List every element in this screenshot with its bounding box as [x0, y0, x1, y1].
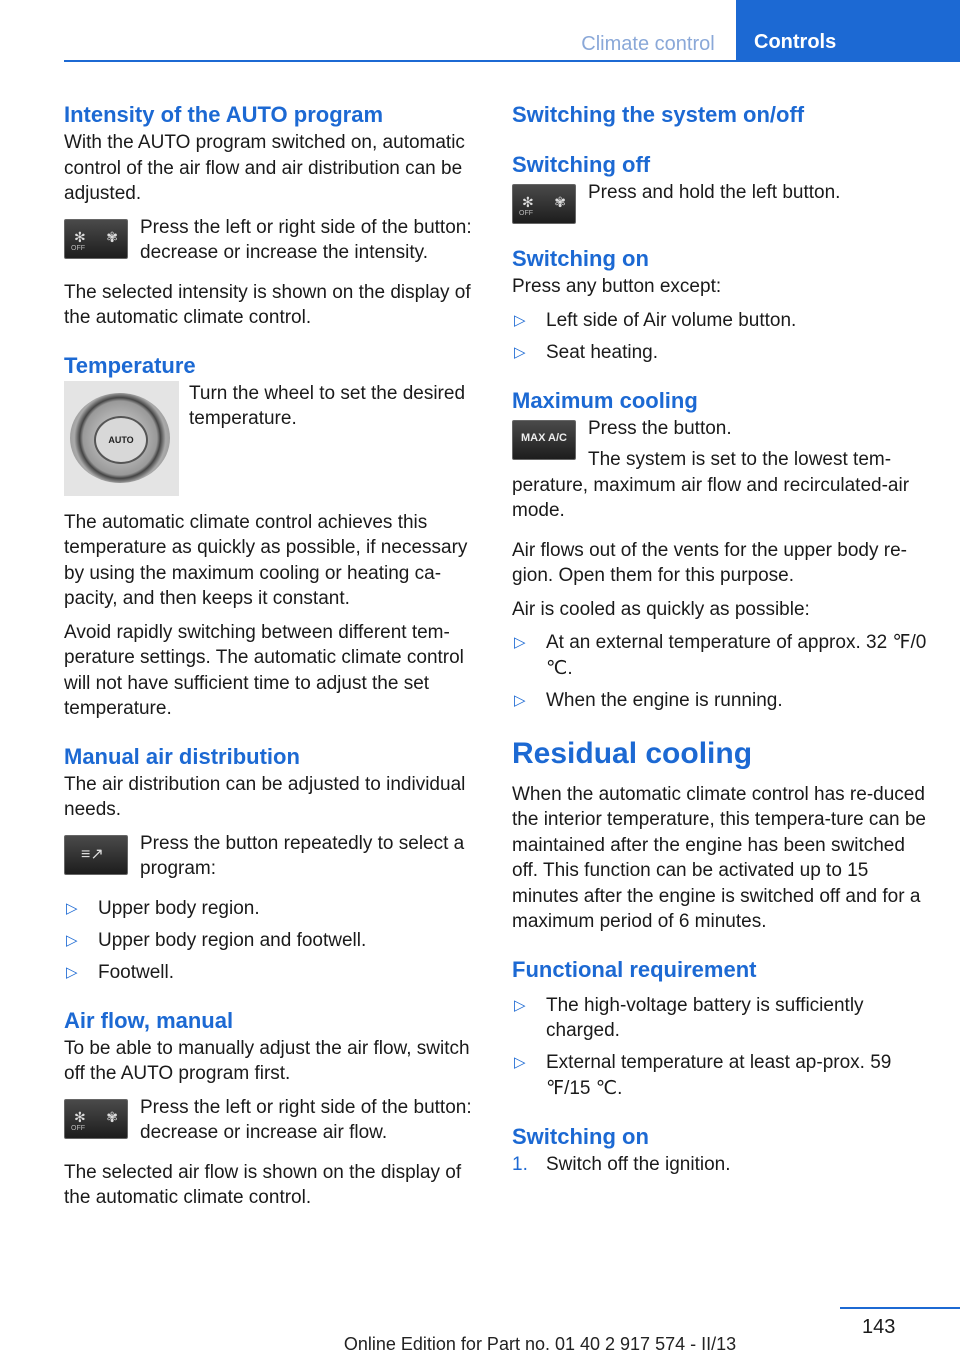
- image-caption: Press and hold the left button.: [588, 182, 841, 203]
- triangle-right-icon: ▷: [66, 899, 78, 917]
- step-text: Switch off the ignition.: [546, 1153, 731, 1175]
- heading-switching-system: Switching the system on/off: [512, 102, 805, 127]
- off-label: OFF: [519, 210, 533, 217]
- triangle-right-icon: ▷: [514, 691, 526, 709]
- heading-functional-requirement: Functional requirement: [512, 956, 757, 982]
- triangle-right-icon: ▷: [66, 931, 78, 949]
- step-number: 1.: [512, 1153, 528, 1175]
- distribution-list: [64, 896, 482, 986]
- paragraph: perature, maximum air flow and recirculated-air mode.: [512, 474, 910, 521]
- image-caption: Turn the wheel to set the desired temperature.: [189, 382, 466, 429]
- paragraph: To be able to manually adjust the air flow, switch off the AUTO program first.: [64, 1037, 470, 1084]
- header-chapter-tab[interactable]: Controls: [736, 0, 960, 61]
- heading-air-flow-manual: Air flow, manual: [64, 1007, 234, 1033]
- image-row: [64, 381, 482, 496]
- steps-list: [512, 1152, 932, 1178]
- list-item: ▷ Footwell.: [64, 960, 482, 986]
- list-item: ▷ At an external temperature of approx. 32 ℉/0 ℃.: [514, 632, 927, 679]
- fan-button-image: [512, 184, 576, 224]
- fan-button-image: [64, 219, 128, 259]
- paragraph: When the automatic climate control has re‐duced the interior temperature, this tempera‐ture can be maintained after the engine has been switched off. This function can be activated up to 15 minutes after the engine is switched off and for a maximum period of 6 minutes.: [512, 783, 926, 932]
- page-number-rule: [840, 1307, 960, 1309]
- fan-large-icon: ✾: [106, 228, 118, 245]
- max-ac-label: MAX A/C: [520, 431, 568, 444]
- list-item: ▷ When the engine is running.: [512, 688, 932, 714]
- paragraph: With the AUTO program switched on, automatic control of the air flow and air distribution can be adjusted.: [64, 132, 465, 204]
- list-item: ▷ Seat heating.: [512, 340, 932, 366]
- off-label: OFF: [71, 244, 85, 252]
- paragraph: The selected intensity is shown on the display of the automatic climate control.: [64, 281, 471, 328]
- heading-maximum-cooling: Maximum cooling: [512, 387, 698, 413]
- fan-small-icon: ✻: [74, 228, 86, 245]
- list-item: ▷ Left side of Air volume button.: [512, 308, 932, 334]
- left-column: [64, 100, 482, 1211]
- triangle-right-icon: ▷: [514, 1054, 526, 1071]
- image-caption: The system is set to the lowest tem‐: [588, 449, 892, 470]
- page-number: 143: [862, 1316, 896, 1338]
- heading-intensity: Intensity of the AUTO program: [64, 102, 384, 127]
- image-row: [512, 416, 932, 473]
- triangle-right-icon: ▷: [514, 311, 526, 329]
- off-label: OFF: [71, 1124, 85, 1132]
- heading-manual-air-distribution: Manual air distribution: [64, 743, 300, 769]
- heading-temperature: Temperature: [64, 352, 196, 378]
- fan-large-icon: ✾: [106, 1108, 118, 1125]
- air-distribution-icon: ≡↗: [81, 845, 104, 863]
- paragraph: The selected air flow is shown on the display of the automatic climate control.: [64, 1161, 462, 1208]
- triangle-right-icon: ▷: [514, 996, 526, 1014]
- max-ac-button-image: [512, 420, 576, 460]
- fan-small-icon: ✻: [522, 194, 534, 210]
- list-item: ▷ Upper body region and footwell.: [64, 928, 482, 954]
- list-item: ▷ External temperature at least ap‐prox. 59 ℉/15 ℃.: [514, 1052, 892, 1099]
- step-item: [512, 1152, 932, 1178]
- image-row: [64, 215, 482, 266]
- image-row: [64, 1095, 482, 1146]
- paragraph: The automatic climate control achieves this temperature as quickly as possible, if necessary by using the maximum cooling or heating ca‐pacity, and then keeps it constant.: [64, 511, 468, 609]
- header-section-tab[interactable]: Climate control: [581, 33, 715, 55]
- image-caption: Press the left or right side of the button: decrease or increase air flow.: [140, 1096, 472, 1143]
- image-caption: Press the button.: [588, 417, 732, 439]
- triangle-right-icon: ▷: [514, 634, 526, 651]
- fan-button-image: [64, 1099, 128, 1139]
- heading-switching-on-residual: Switching on: [512, 1123, 649, 1149]
- air-distribution-button-image: [64, 835, 128, 875]
- auto-button: AUTO: [94, 416, 148, 464]
- heading-switching-on: Switching on: [512, 246, 649, 271]
- image-row: [64, 831, 482, 882]
- cooling-condition-list: [512, 630, 932, 713]
- triangle-right-icon: ▷: [514, 343, 526, 361]
- paragraph: The air distribution can be adjusted to individual needs.: [64, 773, 466, 820]
- requirement-list: [512, 993, 932, 1102]
- list-item: ▷ Upper body region.: [64, 896, 482, 922]
- exception-list: [512, 308, 932, 366]
- triangle-right-icon: ▷: [66, 963, 78, 981]
- image-caption: Press the button repeatedly to select a program:: [140, 832, 465, 879]
- fan-large-icon: ✾: [554, 194, 566, 210]
- paragraph: Press any button except:: [512, 276, 722, 297]
- heading-switching-off: Switching off: [512, 152, 651, 177]
- paragraph: Avoid rapidly switching between different tem‐perature settings. The automatic climate control will not have sufficient time to adjust the set temperature.: [64, 621, 464, 719]
- footer-edition: Online Edition for Part no. 01 40 2 917 574 - II/13: [343, 1334, 737, 1354]
- image-caption: Press the left or right side of the button: decrease or increase the intensity.: [140, 216, 472, 263]
- list-item: ▷ The high-voltage battery is sufficiently charged.: [514, 994, 864, 1041]
- fan-small-icon: ✻: [74, 1108, 86, 1125]
- paragraph: Air is cooled as quickly as possible:: [512, 598, 810, 620]
- paragraph: Air flows out of the vents for the upper body re‐gion. Open them for this purpose.: [512, 539, 907, 586]
- temperature-wheel-image: [64, 381, 179, 496]
- heading-residual-cooling: Residual cooling: [512, 736, 753, 770]
- right-column: [512, 100, 932, 1177]
- image-row: [512, 180, 932, 224]
